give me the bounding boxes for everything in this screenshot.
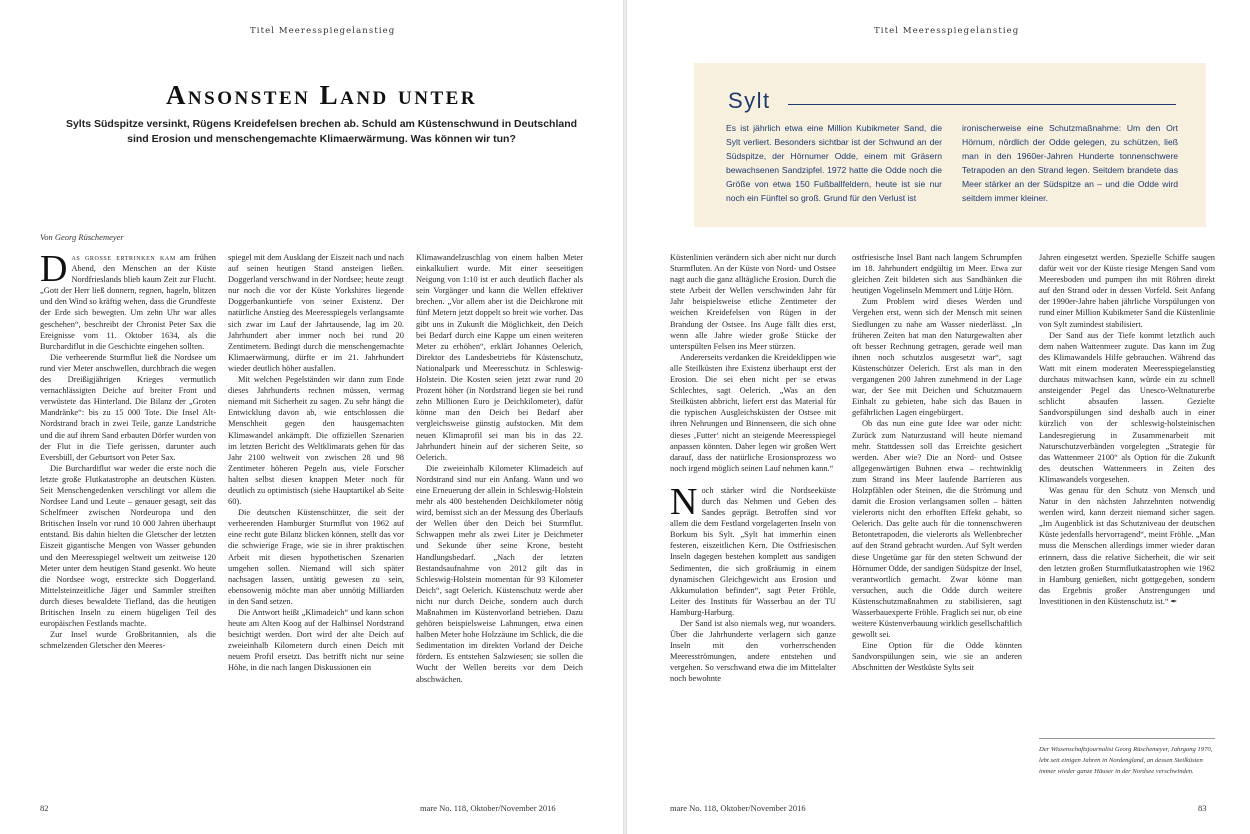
paragraph: Die zweieinhalb Kilometer Klimadeich auf Nordstrand sind nur ein Anfang. Wann und wo eine Erneuerung der allein in Schleswig-Holstein mehr als 400 bestehenden Deichkilometer nötig wird, bemisst sich an der Messung des Überlaufs der Wellen über den Deich bei Sturmflut. Schwappen mehr als zwei Liter je Deichmeter und Sekunde über seine Krone, besteht Handlungsbedarf. „Nach der letzten Bestandsaufnahme von 2012 gilt das in Schleswig-Holstein momentan für 93 Kilometer Deich“, sagt Oelerich. Küstenschutz werde aber nicht nur durch Deiche, sondern auch durch Maßnahmen im Küstenvorland betrieben. Dazu gehören beispielsweise Lahnungen, etwa einen halben Meter hohe Holzzäune im Schlick, die die Sedimentation im direkten Vorland der Deiche fördern. Es entstehen Salzwiesen; sie sollen die Wucht der Wellen bereits vor dem Deich abschwächen. (416, 463, 583, 684)
publication-info: mare No. 118, Oktober/November 2016 (420, 803, 556, 813)
left-column-3 (416, 252, 583, 797)
paragraph: och stärker wird die Nordseeküste durch das Nehmen und Geben des Sandes geprägt. Betroffen sind vor allem die dem Festland vorgelagerten Inseln von Borkum bis Sylt. „Sylt hat immerhin einen festeren, eiszeitlichen Kern. Die Ostfriesischen Inseln dagegen bestehen komplett aus sandigen Sedimenten, die sich großräumig in einem dynamischen Gleichgewicht aus Erosion und Akkumulation befinden“, sagt Peter Fröhle, Leiter des Instituts für Wasserbau an der TU Hamburg-Harburg. (670, 485, 836, 617)
left-page (0, 0, 623, 834)
paragraph: Die Antwort heißt „Klimadeich“ und kann schon heute am Alten Koog auf der Halbinsel Nordstrand besichtigt werden. Dort wird der alte Deich auf zweieinhalb Kilometern durch einen Deich mit neuem Profil ersetzt. Das betrifft nicht nur seine Höhe, in die nach langen Diskussionen ein (228, 608, 404, 673)
author-caption: Der Wissenschaftsjournalist Georg Rüschemeyer, Jahrgang 1970, lebt seit einigen Jahren in Nordengland, an dessen Steilküsten immer wieder ganze Häuser in der Nordsee verschwinden. (1039, 746, 1213, 775)
paragraph: Die verheerende Sturmflut ließ die Nordsee um rund vier Meter anschwellen, durchbrach die wegen des Dreißigjährigen Krieges vermutlich vernachlässigten Deiche auf breiter Front und verwüstete das Hinterland. Die Bilanz der „Groten Mandränke“: bis zu 15 000 Tote. Die Insel Alt-Nordstrand brach in zwei Teile, ganze Landstriche und die auf ihrem Sand erbauten Dörfer wurden von der Flut in die Tiefe gerissen, darunter auch Eversbüll, der Geburtsort von Peter Sax. (40, 352, 216, 462)
paragraph: Der Sand aus der Tiefe kommt letztlich auch dem nahen Wattenmeer zugute. Das kann im Zug des Klimawandels Hilfe gebrauchen. Während das Watt mit einem moderaten Meeresspiegelanstieg durchaus mitwachsen kann, würde ein zu schnell ansteigender Pegel das Unesco-Weltnaturerbe schlicht absaufen lassen. Gezielte Sandvorspülungen sind deshalb auch in einer kürzlich von der schleswig-holsteinischen Landesregierung in Zusammenarbeit mit Naturschutzverbänden vorgelegten „Strategie für das Wattenmeer 2100“ als Option für die Zukunft des deutschen Wattenmeers in Zeiten des Klimawandels vorgesehen. (1039, 330, 1215, 484)
article-title: Ansonsten Land unter (165, 80, 478, 110)
byline: Von Georg Rüschemeyer (40, 232, 124, 242)
paragraph-text: Was genau für den Schutz von Mensch und Natur in den nächsten Jahrzehnten notwendig werden wird, kann derzeit niemand sicher sagen. „Im Augenblick ist das Schutzniveau der deutschen Küste jedenfalls hervorragend“, meint Fröhle. „Man muss die Menschen allerdings immer wieder daran erinnern, dass die relative Sicherheit, die wir seit den letzten großen Sturmflutkatastrophen wie 1962 in Hamburg genießen, nicht gottgegeben, sondern das Ergebnis großer Anstrengungen und Investitionen in den Küstenschutz ist.“ (1039, 485, 1215, 606)
end-mark-icon: ✒ (1170, 596, 1178, 606)
lead-smallcaps: as grosse ertrinken kam (71, 253, 176, 262)
paragraph: Mit welchen Pegelständen wir dann zum Ende dieses Jahrhunderts rechnen müssen, vermag niemand mit Sicherheit zu sagen. Zu sehr hängt die Entwicklung davon ab, wie entschlossen die Menschheit gegen den hausgemachten Klimawandel ankämpft. Die offiziellen Szenarien im letzten Bericht des Weltklimarats gehen für das Jahr 2100 weltweit von zwischen 28 und 98 Zentimeter höheren Pegeln aus, viele Forscher halten selbst diesen knappen Meter noch für deutlich zu optimistisch (siehe Hauptartikel ab Seite 60). (228, 375, 404, 507)
paragraph: Zum Problem wird dieses Werden und Vergehen erst, wenn sich der Mensch mit seinen Siedlungen zu nahe am Wasser niederlässt. „In früheren Zeiten hat man den Naturgewalten aber oft besser Rechnung getragen, gerade weil man ihnen noch schutzlos ausgesetzt war“, sagt Küstenschützer Oelerich. Erst als man in den vergangenen 200 Jahren zunehmend in der Lage war, der See mit Deichen und Schutzmauern Einhalt zu gebieten, habe sich das Bauen in gefährlichen Lagen eingebürgert. (852, 297, 1022, 418)
paragraph: Eine Option für die Odde könnten Sandvorspülungen sein, wie sie an anderen Abschnitten der Westküste Sylts seit (852, 641, 1022, 673)
caption-rule (1039, 738, 1215, 739)
right-column-3 (1039, 252, 1215, 732)
paragraph: Küstenlinien verändern sich aber nicht nur durch Sturmfluten. An der Küste von Nord- und Ostsee nagt auch die ganz alltägliche Erosion. Durch die stete Arbeit der Wellen verschwinden Jahr für Jahr beispielsweise etliche Zentimeter der weichen Kreidefelsen von Rügen in der Brandung der Ostsee. Ins Auge fällt dies erst, wenn alle Jahre wieder große Stücke der unterspülten Felsen ins Meer stürzen. (670, 253, 836, 351)
section-lead (670, 480, 836, 618)
left-column-2 (228, 252, 404, 797)
page-number: 82 (40, 803, 49, 813)
paragraph (1039, 485, 1215, 607)
paragraph: Andererseits verdanken die Kreideklippen wie alle Steilküsten ihre Existenz überhaupt erst der Erosion. Die sei eben nicht per se etwas Schlechtes, sagt Oelerich. „Was an den Steilküsten abbricht, liefert erst das Material für die typischen Ausgleichsküsten der Ostsee mit ihren Nehrungen und Binnenseen, die sich ohne dieses ‚Futter‘ nicht an steigende Meeresspiegel anpassen könnten. Daher legen wir großen Wert darauf, dass der natürliche Erosionsprozess wo noch irgend möglich seinen Lauf nehmen kann.“ (670, 352, 836, 473)
paragraph: Klimawandelzuschlag von einem halben Meter einkalkuliert wurde. Mit einer seeseitigen Neigung von 1:10 ist er auch deutlich flacher als sein Vorgänger und kann die Wellen effektiver brechen. „Vor allem aber ist die Deichkrone mit fünf Metern jetzt doppelt so breit wie vorher. Das gibt uns in Zukunft die Möglichkeit, den Deich bei Bedarf durch eine Kappe um einen weiteren Meter zu erhöhen“, erklärt Johannes Oelerich, Direktor des Landesbetriebs für Küstenschutz, Nationalpark und Meeresschutz in Schleswig-Holstein. Die Kosten seien jetzt zwar rund 20 Prozent höher (in Nordstrand liegen sie bei rund zehn Millionen Euro je Deichkilometer), dafür könne man den Deich bei Bedarf aber vergleichsweise günstig aufstocken. Mit dem neuen Klimaprofil sei man bis in das 22. Jahrhundert hinein auf der sicheren Seite, so Oelerich. (416, 253, 583, 462)
publication-info: mare No. 118, Oktober/November 2016 (670, 803, 806, 813)
paragraph: Die deutschen Küstenschützer, die seit der verheerenden Hamburger Sturmflut von 1962 auf eine recht gute Bilanz blicken können, stellt das vor die schwierige Frage, wie sie in ihrer praktischen Arbeit mit diesen hypothetischen Szenarien umgehen sollen. Niemand will sich später nachsagen lassen, untätig gewesen zu sein, ebensowenig möchte man aber unnötig Milliarden in den Sand setzen. (228, 508, 404, 606)
left-column-1 (40, 252, 216, 797)
infobox-title: Sylt (728, 88, 771, 113)
lead-paragraph (40, 252, 216, 352)
running-head: Titel Meeresspiegelanstieg (874, 26, 1020, 36)
page-number: 83 (1198, 803, 1207, 813)
right-column-1 (670, 252, 836, 797)
paragraph: Zur Insel wurde Großbritannien, als die schmelzenden Gletscher den Meeres- (40, 630, 216, 651)
infobox-column-2: ironischerweise eine Schutzmaßnahme: Um den Ort Hörnum, nördlich der Odde gelegen, zu schützen, ließ man in den 1960er-Jahren Hunderte tonnenschwere Tetrapoden an den Strand legen. Seitdem brandete das Meer stärker an der Südspitze an – und die Odde wird seitdem immer kleiner. (962, 123, 1178, 203)
paragraph: spiegel mit dem Ausklang der Eiszeit nach und nach auf seinen heutigen Stand ansteigen ließen. Doggerland verschwand in der Nordsee; heute zeugt nur noch die vor der Küste Yorkshires liegende Doggerbankuntiefe von seiner Existenz. Der natürliche Anstieg des Meeresspiegels verlangsamte sich zwar im Lauf der Jahrtausende, lag im 20. Jahrhundert aber immer noch bei rund 20 Zentimetern. Bedingt durch die menschengemachte Klimaerwärmung, dürfte er im 21. Jahrhundert wieder deutlich höher ausfallen. (228, 253, 404, 373)
drop-cap: N (670, 480, 698, 523)
paragraph: Der Sand ist also niemals weg, nur woanders. Über die Jahrhunderte verlagern sich ganze Inseln mit den vorherrschenden Meeresströmungen, andere entstehen und vergehen. So verschwand etwa die im Mittelalter noch bewohnte (670, 619, 836, 684)
paragraph: Ob das nun eine gute Idee war oder nicht: Zurück zum Naturzustand will heute niemand mehr. Stattdessen soll das Erreichte gesichert werden. Aber wie? Die an Nord- und Ostsee allgegenwärtigen Buhnen etwa – rechtwinklig zum Strand ins Meer laufende Barrieren aus Holzpfählen oder Steinen, die die Strömung und damit die Erosion verlangsamen sollen – hätten vielerorts nicht den erhofften Effekt gehabt, so Oelerich. Das gelte auch für die tonnenschweren Betontetrapoden, die vielerorts als Wellenbrecher auf den Strand gebracht wurden. Auf Sylt werden diese Ungetüme gar für den steten Schwund der Hörnumer Odde, der sandigen Südspitze der Insel, verantwortlich gemacht. Zwar könne man versuchen, auch die Odde durch weitere Küstenschutzmaßnahmen zu stabilisieren, sagt Wasserbauexperte Fröhle. Fraglich sei nur, ob eine weitere Küstenverbauung wirklich gesellschaftlich gewollt sei. (852, 419, 1022, 640)
paragraph: Die Burchardiflut war weder die erste noch die letzte große Flutkatastrophe an deutschen Küsten. Seit Menschengedenken verschlingt vor allem die Nordsee Land und Leute – genauer gesagt, seit das Schelfmeer zwischen Nordeuropa und den Britischen Inseln vor rund 10 000 Jahren überhaupt entstand. Bis dahin hielten die Gletscher der letzten Eiszeit gigantische Mengen von Wasser gebunden und den Meeresspiegel weltweit um zeitweise 120 Meter unter dem heutigen Stand gesenkt. Wo heute die Nordsee wogt, erstreckte sich Doggerland. Mittelsteinzeitliche Jäger und Sammler streiften durch dieses bewaldete Tiefland, das die heutigen Britischen Inseln zu einem hügeligen Teil des europäischen Festlands machte. (40, 463, 216, 629)
paragraph: Jahren eingesetzt werden. Spezielle Schiffe saugen dafür weit vor der Küste riesige Mengen Sand vom Meeresboden und pumpen ihn mit Röhren direkt auf den Strand oder in dessen Vorfeld. Seit Anfang der 1990er-Jahre haben jährliche Vorspülungen von rund einer Million Kubikmeter Sand die Küstenlinie von Sylt zumindest stabilisiert. (1039, 253, 1215, 329)
infobox-rule (788, 104, 1176, 105)
drop-cap: D (40, 252, 68, 290)
right-column-2 (852, 252, 1022, 797)
running-head: Titel Meeresspiegelanstieg (250, 26, 396, 36)
paragraph: ostfriesische Insel Bant nach langem Schrumpfen im 18. Jahrhundert endgültig im Meer. Etwa zur gleichen Zeit bildeten sich aus Sandbänken die heutigen Vogelinseln Memmert und Lütje Hörn. (852, 253, 1022, 296)
article-deck: Sylts Südspitze versinkt, Rügens Kreidefelsen brechen ab. Schuld am Küstenschwund in Deutschland sind Erosion und menschengemachte Klimaerwärmung. Was können wir tun? (65, 118, 578, 145)
paragraph: am frühen Abend, den Menschen an der Küste Nordfrieslands blieb kaum Zeit zur Flucht. „Gott der Herr ließ donnern, regnen, hageln, blitzen und den Wind so kräftig wehen, dass die Grundfeste der Erde sich bewegten. Um zehn Uhr war alles geschehen“, beschreibt der Chronist Peter Sax die Ereignisse vom 11. Oktober 1634, als die Burchardiflut in die Geschichte eingehen sollten. (40, 253, 216, 351)
infobox-column-1: Es ist jährlich etwa eine Million Kubikmeter Sand, die Sylt verliert. Besonders sichtbar ist der Schwund an der Südspitze, der Hörnumer Odde, einem mit Gräsern bewachsenen Sandzipfel. 1972 hatte die Odde noch die Größe von etwa 150 Fußballfeldern, heute ist sie nur noch ein Fünftel so groß. Grund für den Verlust ist (726, 123, 942, 203)
